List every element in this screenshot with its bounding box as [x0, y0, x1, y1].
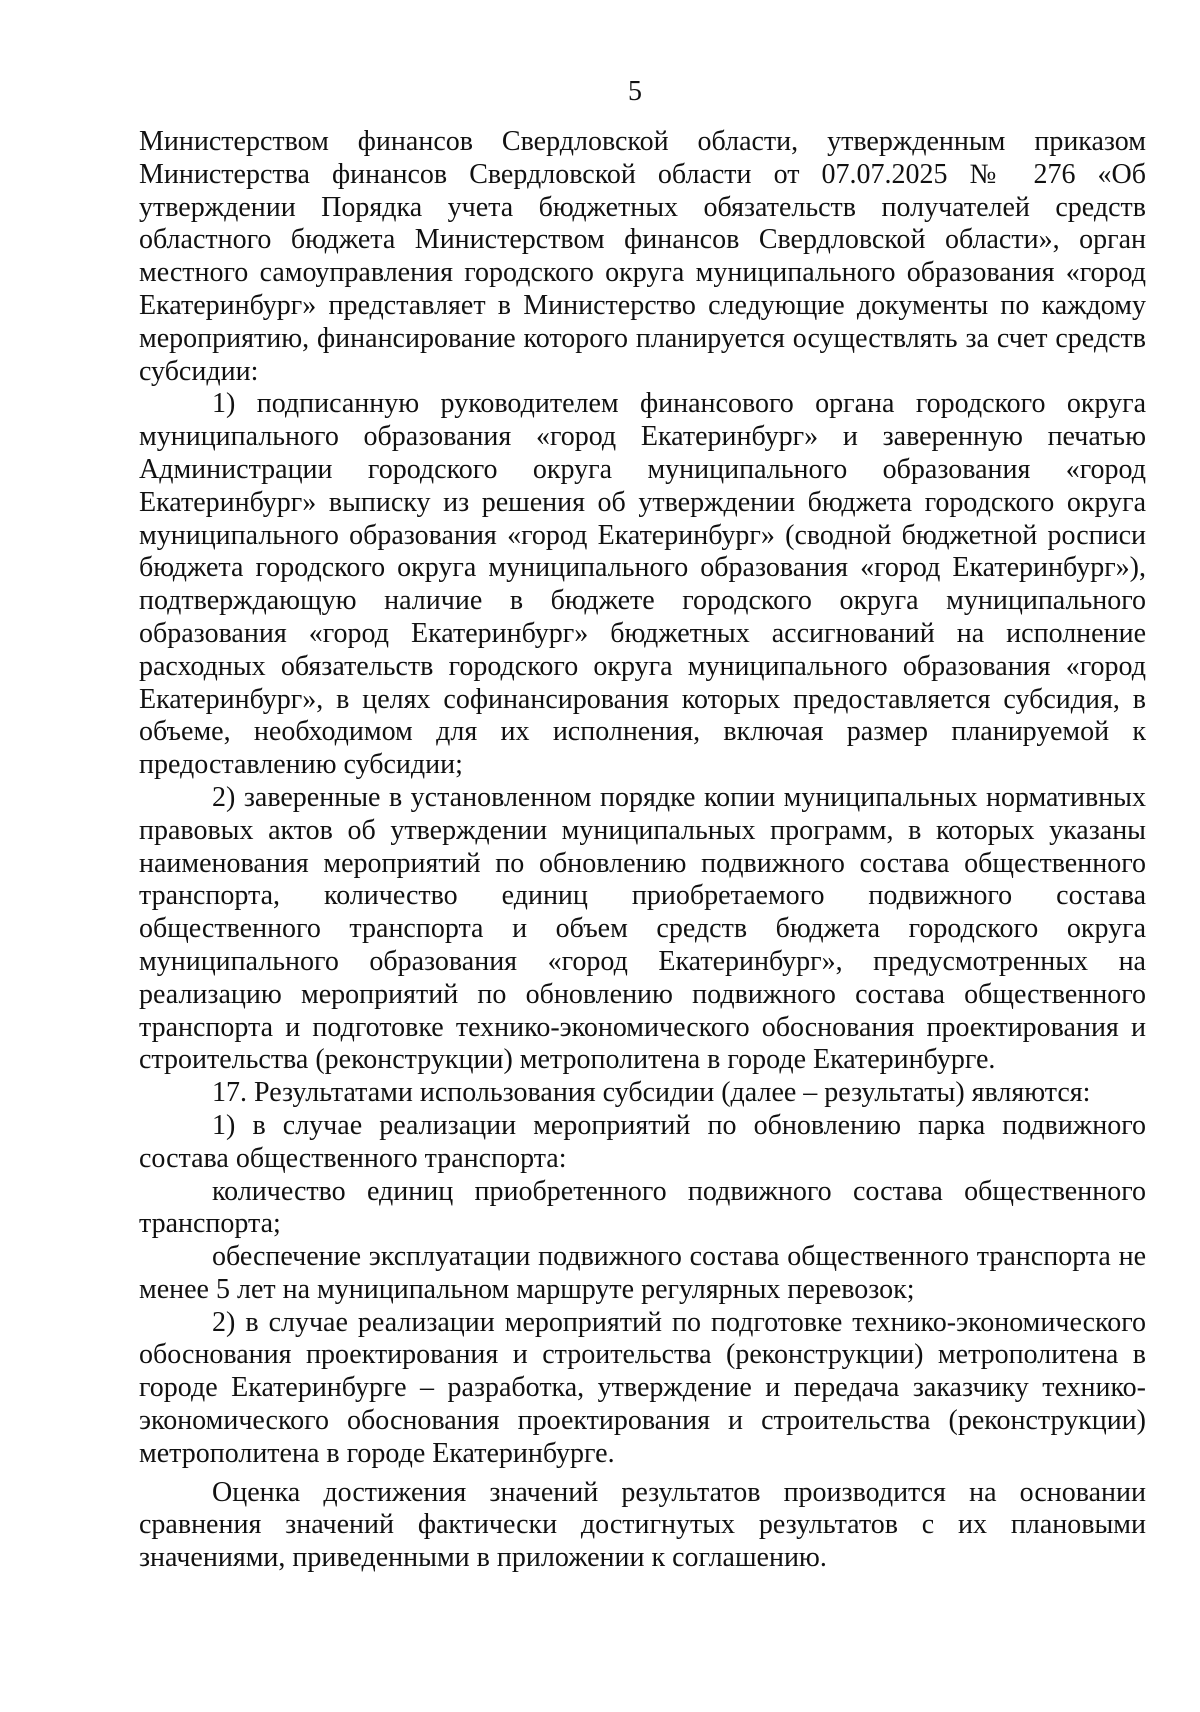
assessment-paragraph: Оценка достижения значений результатов производится на основании сравнения значений фактически достигнутых результатов с их плановыми значениями, приведенными в приложении к соглашению. — [139, 1476, 1146, 1574]
clause-17-heading: 17. Результатами использования субсидии (далее – результаты) являются: — [212, 1077, 1091, 1109]
paragraph-continuation: Министерством финансов Свердловской области, утвержденным приказом Министерства финансов Свердловской области от 07.07.2025 № 276 «Об утверждении Порядка учета бюджетных обязательств получателей средств областного бюджета Министерством финансов Свердловской области», орган местного самоуправления городского округа муниципального образования «город Екатеринбург» представляет в Министерство следующие документы по каждому мероприятию, финансирование которого планируется осуществлять за счет средств субсидии: — [139, 126, 1146, 387]
page-number: 5 — [628, 76, 642, 107]
result-item-1: 1) в случае реализации мероприятий по обновлению парка подвижного состава общественного транспорта: — [139, 1109, 1146, 1174]
result-item-1-indicator-b: обеспечение эксплуатации подвижного состава общественного транспорта не менее 5 лет на муниципальном маршруте регулярных перевозок; — [139, 1241, 1146, 1305]
result-item-2: 2) в случае реализации мероприятий по подготовке технико-экономического обоснования проектирования и строительства (реконструкции) метрополитена в городе Екатеринбурге – разработка, утверждение и передача заказчику технико-экономического обоснования проектирования и строительства (реконструкции) метрополитена в городе Екатеринбурге. — [139, 1306, 1146, 1469]
list-item-1: 1) подписанную руководителем финансового органа городского округа муниципального образования «город Екатеринбург» и заверенную печатью Администрации городского округа муниципального образования «город Екатеринбург» выписку из решения об утверждении бюджета городского округа муниципального образования «город Екатеринбург» (сводной бюджетной росписи бюджета городского округа муниципального образования «город Екатеринбург»), подтверждающую наличие в бюджете городского округа муниципального образования «город Екатеринбург» бюджетных ассигнований на исполнение расходных обязательств городского округа муниципального образования «город Екатеринбург», в целях софинансирования которых предоставляется субсидия, в объеме, необходимом для их исполнения, включая размер планируемой к предоставлению субсидии; — [139, 388, 1146, 781]
result-item-1-indicator-a: количество единиц приобретенного подвижного состава общественного транспорта; — [139, 1175, 1146, 1240]
document-body — [139, 126, 1146, 1575]
list-item-2: 2) заверенные в установленном порядке копии муниципальных нормативных правовых актов об утверждении муниципальных программ, в которых указаны наименования мероприятий по обновлению подвижного состава общественного транспорта, количество единиц приобретаемого подвижного состава общественного транспорта и объем средств бюджета городского округа муниципального образования «город Екатеринбург», предусмотренных на реализацию мероприятий по обновлению подвижного состава общественного транспорта и подготовке технико-экономического обоснования проектирования и строительства (реконструкции) метрополитена в городе Екатеринбурге. — [139, 781, 1146, 1076]
